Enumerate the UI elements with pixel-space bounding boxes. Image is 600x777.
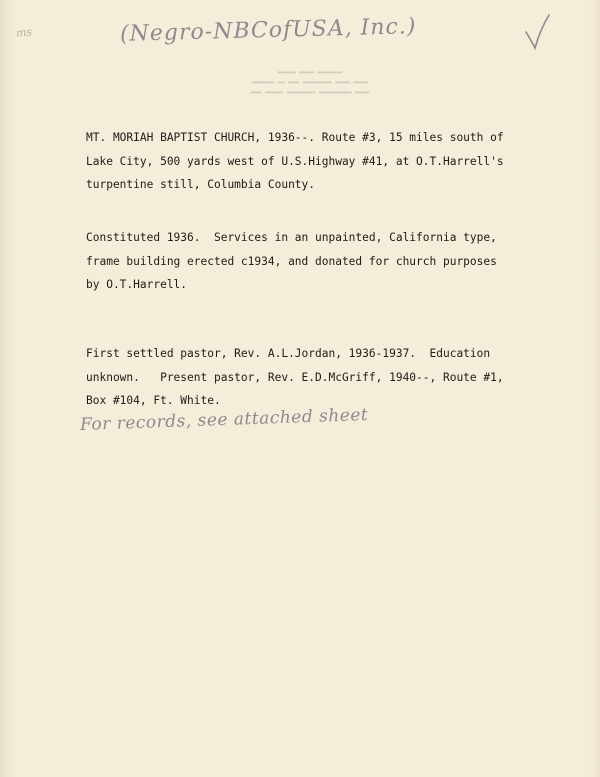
handwritten-classification-note: (Negro-NBCofUSA, Inc.) xyxy=(119,14,417,47)
paragraph-line: Lake City, 500 yards west of U.S.Highway #41, at O.T.Harrell's xyxy=(86,154,504,168)
church-location-paragraph xyxy=(86,126,546,197)
paragraph-line: turpentine still, Columbia County. xyxy=(86,178,316,191)
pastor-paragraph xyxy=(86,342,546,413)
paragraph-line: unknown. Present pastor, Rev. E.D.McGriff, 1940--, Route #1, xyxy=(86,370,504,384)
corner-pencil-mark: ms xyxy=(15,25,33,40)
paragraph-line: Box #104, Ft. White. xyxy=(86,394,221,407)
paragraph-line: by O.T.Harrell. xyxy=(86,278,188,291)
paragraph-line: frame building erected c1934, and donated for church purposes xyxy=(86,254,497,268)
paragraph-line: Constituted 1936. Services in an unpainted, California type, xyxy=(86,231,497,244)
church-building-paragraph xyxy=(86,226,546,297)
handwritten-records-note: For records, see attached sheet xyxy=(79,404,369,436)
bleed-through-text: ▬▬▬▬▬ ▬▬▬▬ ▬▬▬▬▬▬▬ ▬▬▬▬▬▬ ▬▬ ▬▬▬ ▬▬▬▬▬▬▬▬ ▬▬▬▬ ▬▬▬▬ ▬▬▬ ▬▬▬▬▬ ▬▬▬▬▬▬▬▬ ▬▬▬▬▬▬▬▬▬ ▬▬▬▬ xyxy=(250,69,370,96)
paragraph-line: MT. MORIAH BAPTIST CHURCH, 1936--. Route #3, 15 miles south of xyxy=(86,131,504,144)
checkmark-icon xyxy=(522,12,552,52)
paragraph-line: First settled pastor, Rev. A.L.Jordan, 1936-1937. Education xyxy=(86,347,491,360)
